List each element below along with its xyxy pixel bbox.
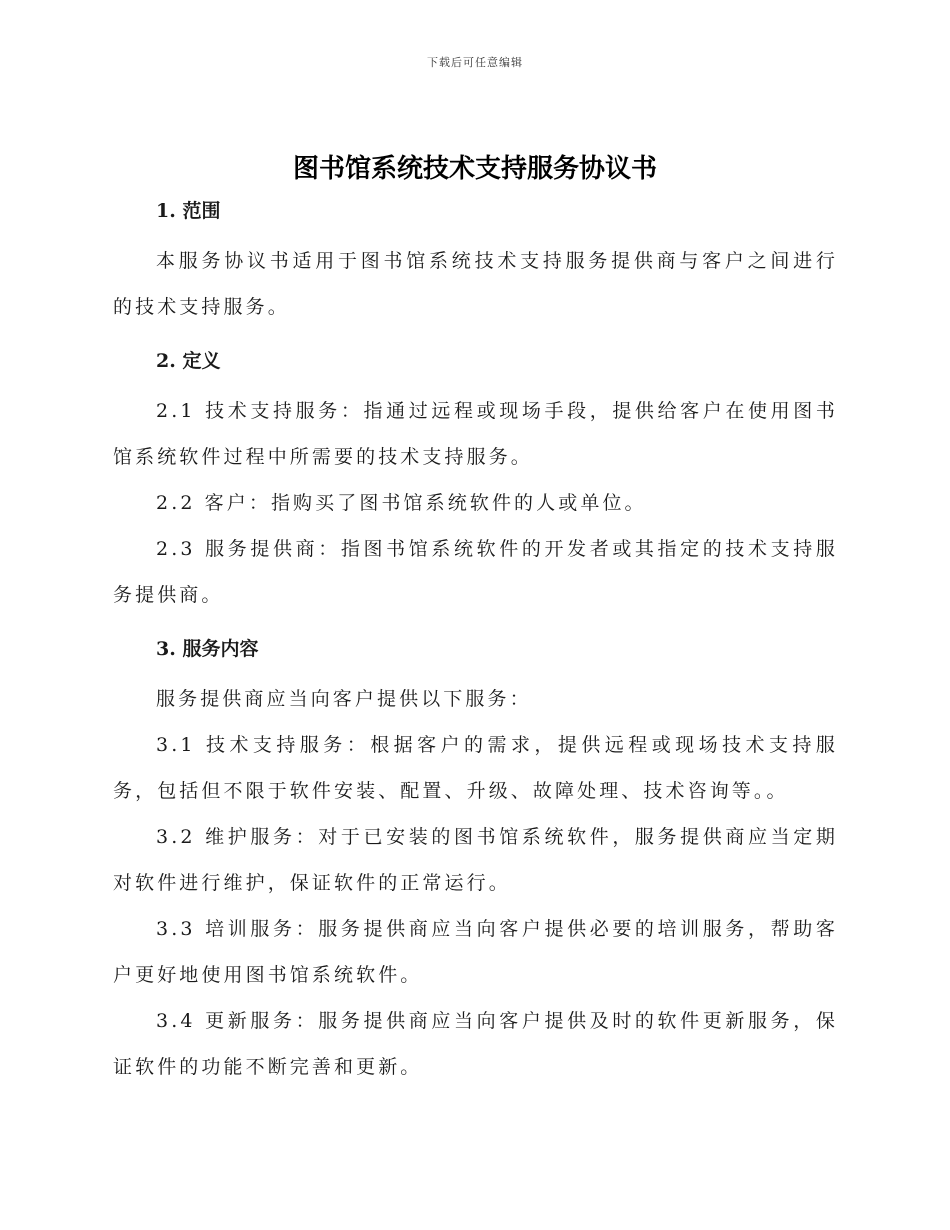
- paragraph: 3.3 培训服务：服务提供商应当向客户提供必要的培训服务，帮助客户更好地使用图书馆系统软件。: [113, 918, 838, 986]
- paragraph: 服务提供商应当向客户提供以下服务：: [156, 688, 532, 710]
- paragraph: 本服务协议书适用于图书馆系统技术支持服务提供商与客户之间进行的技术支持服务。: [113, 250, 838, 318]
- section-heading-definitions: 2. 定义: [156, 350, 221, 372]
- paragraph: 2.1 技术支持服务：指通过远程或现场手段，提供给客户在使用图书馆系统软件过程中所需要的技术支持服务。: [113, 400, 838, 468]
- paragraph: 3.1 技术支持服务：根据客户的需求，提供远程或现场技术支持服务，包括但不限于软件安装、配置、升级、故障处理、技术咨询等。。: [113, 734, 838, 802]
- paragraph: 2.3 服务提供商：指图书馆系统软件的开发者或其指定的技术支持服务提供商。: [113, 538, 838, 606]
- document-title: 图书馆系统技术支持服务协议书: [292, 154, 657, 184]
- document-body: [113, 192, 838, 1090]
- paragraph: 3.4 更新服务：服务提供商应当向客户提供及时的软件更新服务，保证软件的功能不断完善和更新。: [113, 1010, 838, 1078]
- paragraph: 2.2 客户：指购买了图书馆系统软件的人或单位。: [156, 492, 647, 514]
- section-heading-scope: 1. 范围: [156, 200, 221, 222]
- paragraph: 3.2 维护服务：对于已安装的图书馆系统软件，服务提供商应当定期对软件进行维护，保证软件的正常运行。: [113, 826, 838, 894]
- header-note: 下载后可任意编辑: [427, 56, 523, 69]
- section-heading-service-content: 3. 服务内容: [156, 638, 259, 660]
